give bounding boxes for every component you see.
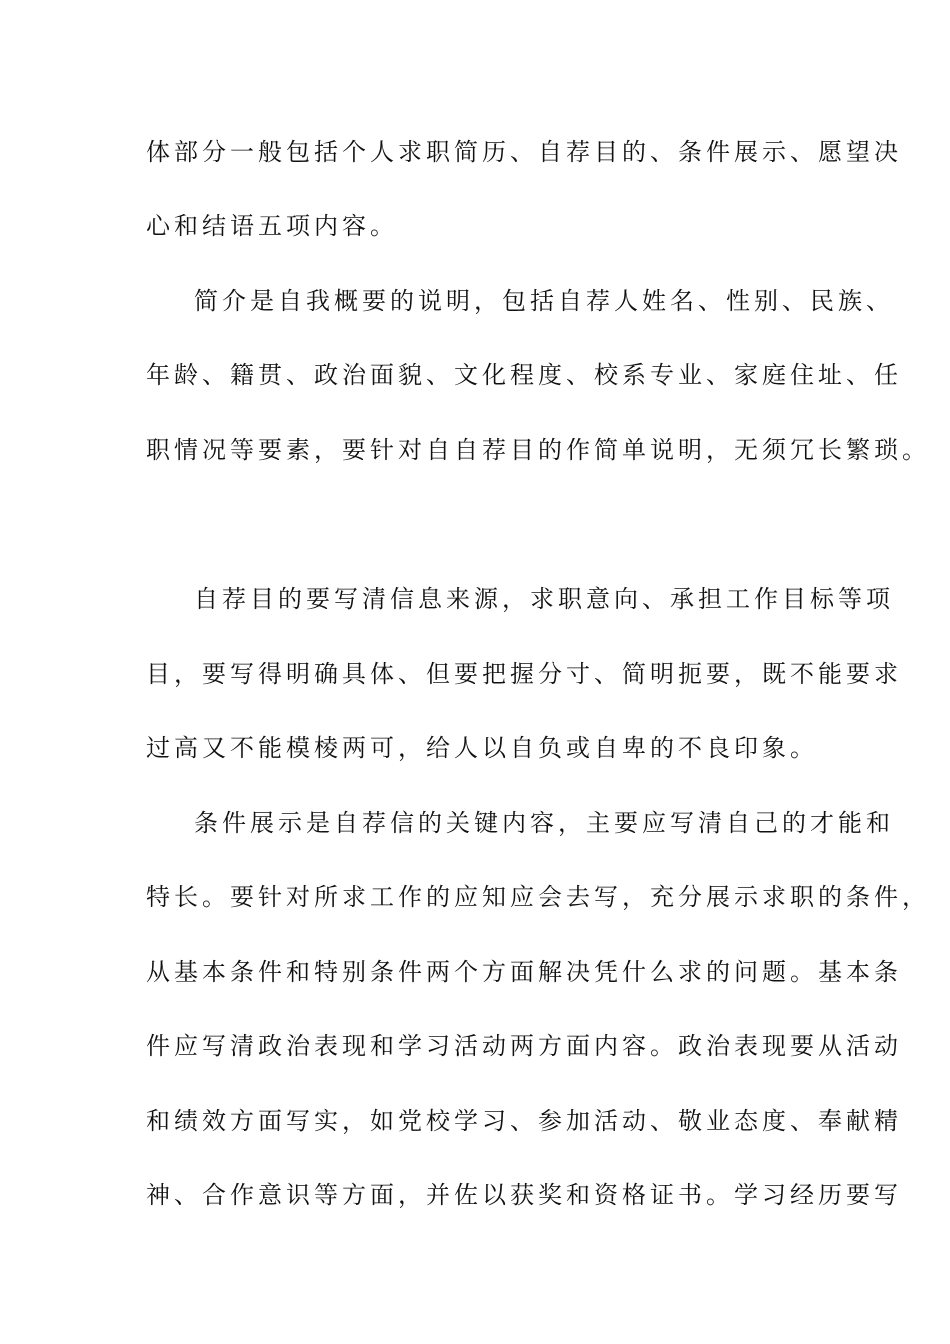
text-line: 体部分一般包括个人求职简历、自荐目的、条件展示、愿望决 [146, 138, 902, 166]
text-line: 从基本条件和特别条件两个方面解决凭什么求的问题。基本条 [146, 958, 902, 986]
text-line: 和绩效方面写实，如党校学习、参加活动、敬业态度、奉献精 [146, 1107, 902, 1135]
text-line: 目，要写得明确具体、但要把握分寸、简明扼要，既不能要求 [146, 660, 902, 688]
text-line: 神、合作意识等方面，并佐以获奖和资格证书。学习经历要写 [146, 1181, 902, 1209]
text-line: 心和结语五项内容。 [146, 212, 398, 240]
text-line: 年龄、籍贯、政治面貌、文化程度、校系专业、家庭住址、任 [146, 361, 902, 389]
text-line: 过高又不能模棱两可，给人以自负或自卑的不良印象。 [146, 734, 818, 762]
paragraph-start-line: 自荐目的要写清信息来源，求职意向、承担工作目标等项 [194, 585, 894, 613]
text-line: 件应写清政治表现和学习活动两方面内容。政治表现要从活动 [146, 1032, 902, 1060]
paragraph-start-line: 条件展示是自荐信的关键内容，主要应写清自己的才能和 [194, 809, 894, 837]
text-line: 职情况等要素，要针对自自荐目的作简单说明，无须冗长繁琐。 [146, 436, 930, 464]
text-line: 特长。要针对所求工作的应知应会去写，充分展示求职的条件， [146, 883, 930, 911]
paragraph-start-line: 简介是自我概要的说明，包括自荐人姓名、性别、民族、 [194, 287, 894, 315]
